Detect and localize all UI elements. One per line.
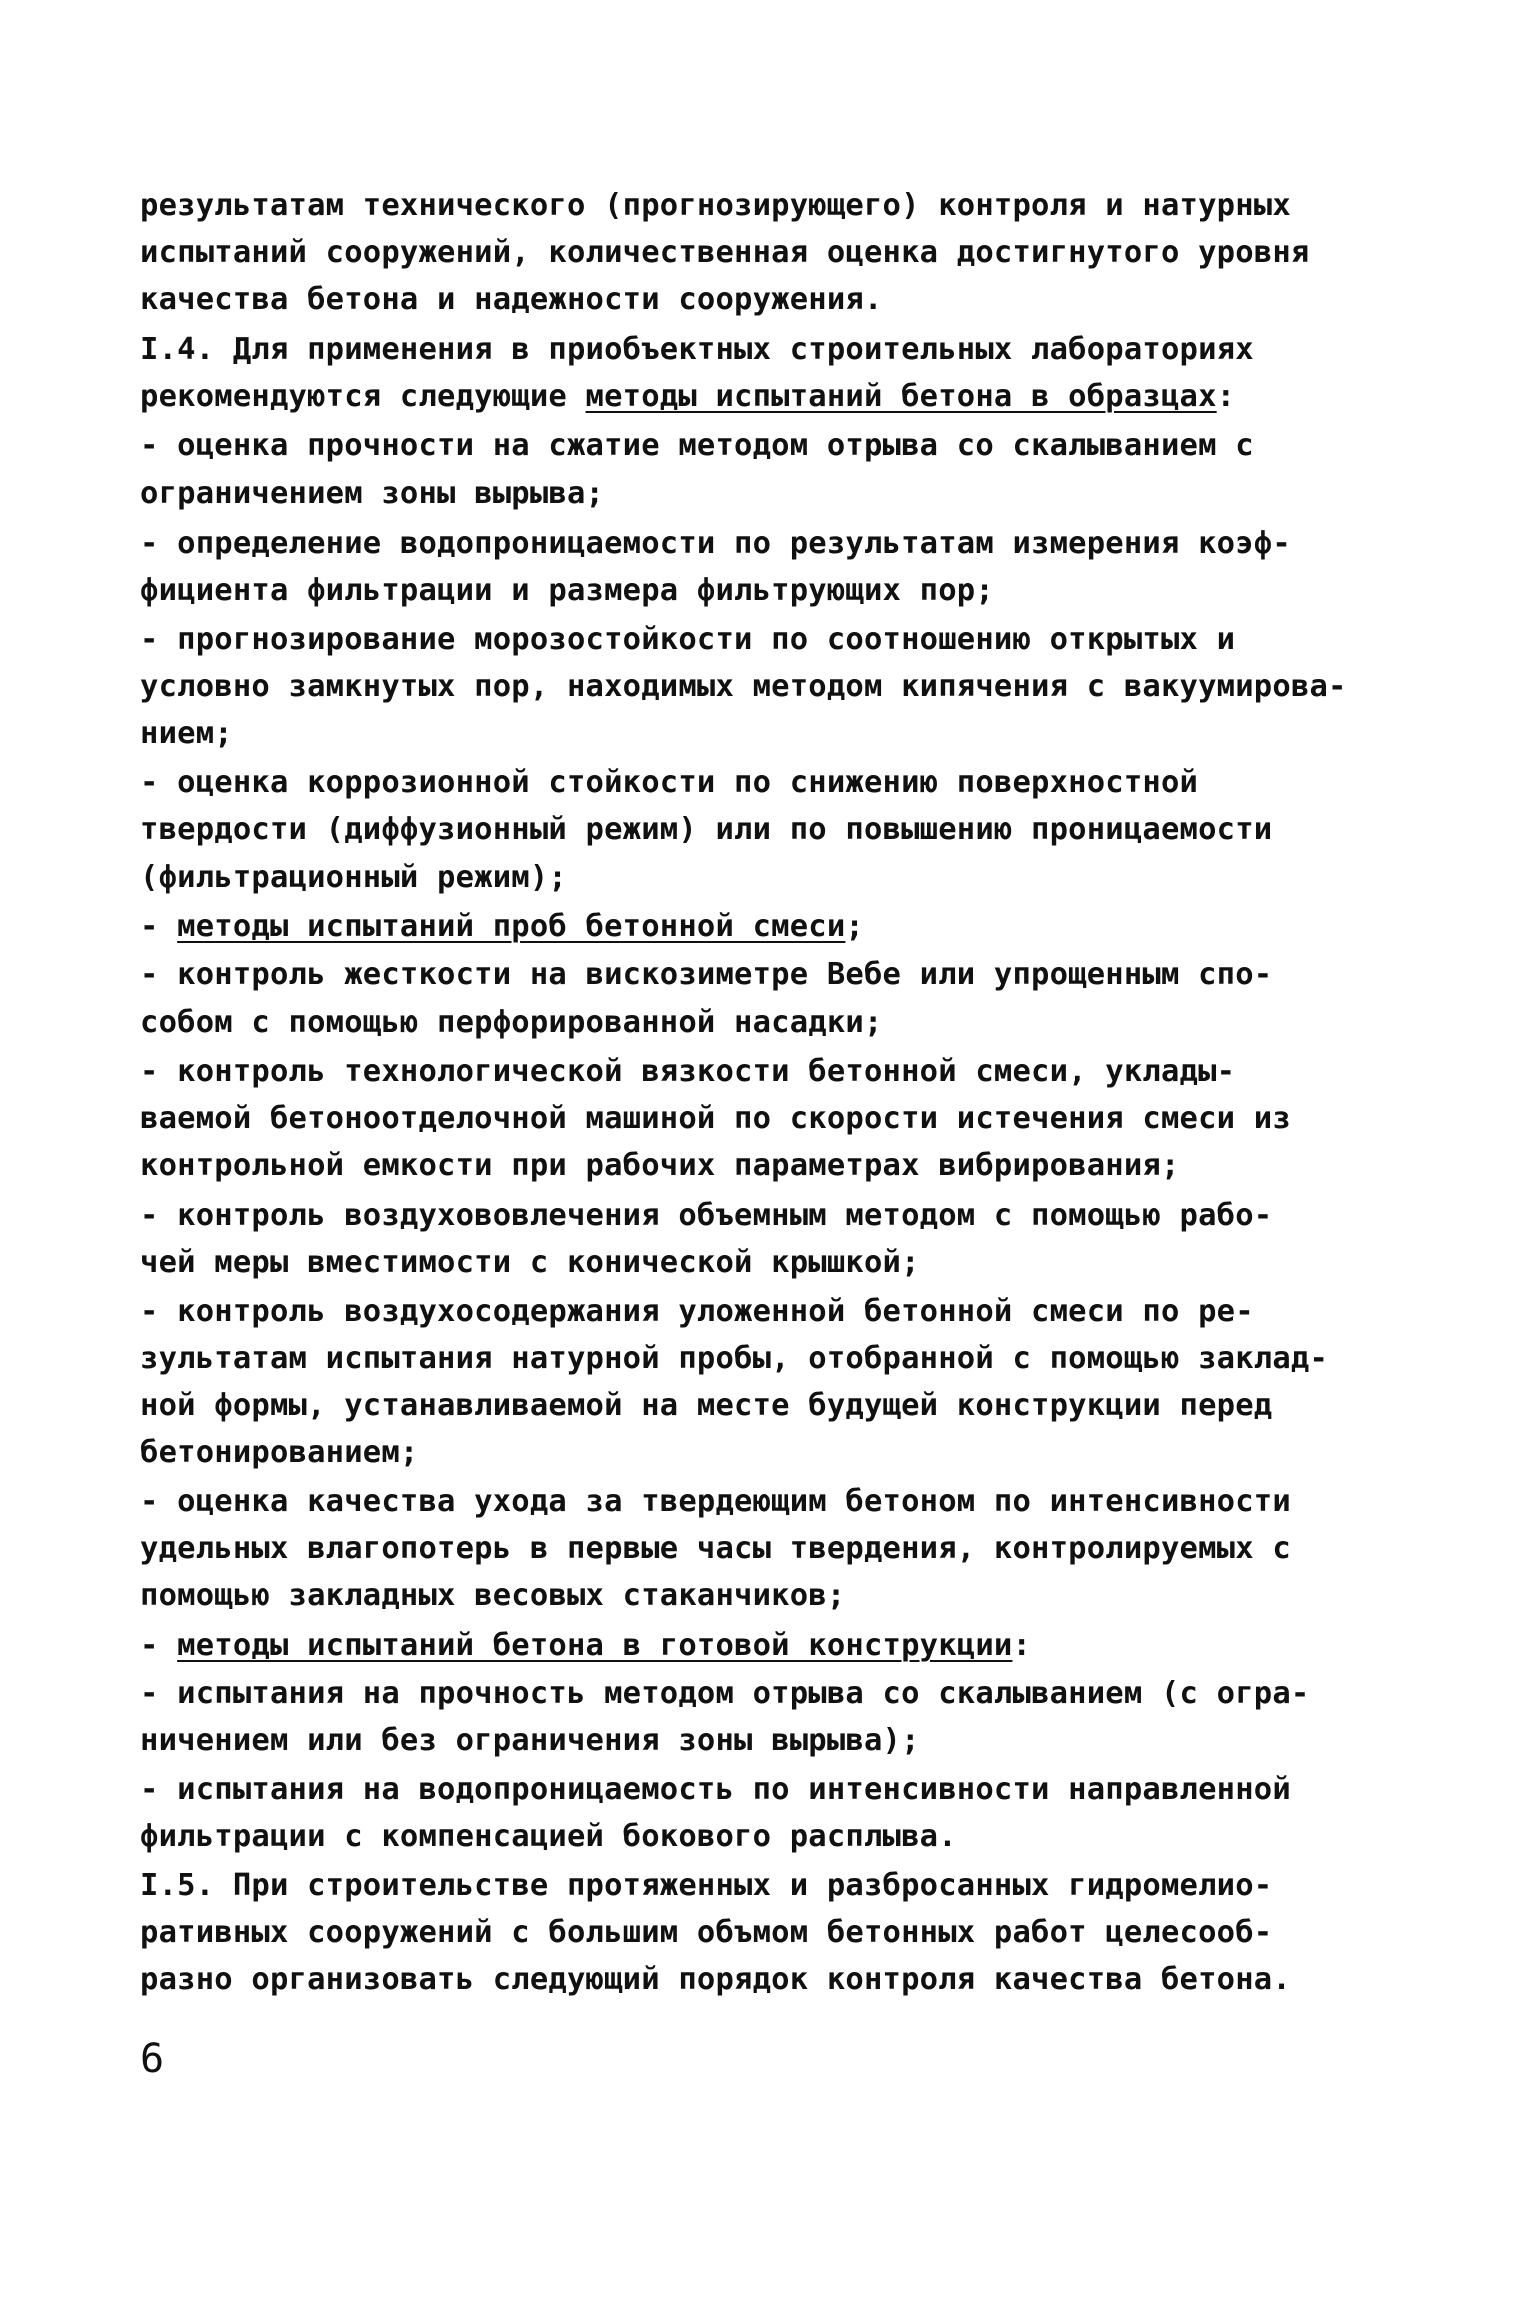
list-item: - контроль воздухосодержания уложенной бетонной смеси по ре- [140,1294,1254,1329]
paragraph-1-4-start: I.4. Для применения в приобъектных строительных лабораториях [140,332,1254,367]
list-item: - контроль технологической вязкости бетонной смеси, уклады- [140,1054,1236,1089]
list-item: - прогнозирование морозостойкости по соотношению открытых и [140,622,1236,657]
text-line: ративных сооружений с большим объмом бетонных работ целесооб- [140,1915,1273,1950]
page-number: 6 [140,2036,165,2082]
list-item: - контроль жесткости на вискозиметре Вебе или упрощенным спо- [140,957,1273,992]
text-line: твердости (диффузионный режим) или по повышению проницаемости [140,812,1273,847]
text-line: ной формы, устанавливаемой на месте будущей конструкции перед [140,1388,1273,1423]
text-segment: - [140,1628,178,1663]
text-line: бетонированием; [140,1435,419,1470]
list-item: - контроль воздухововлечения объемным методом с помощью рабо- [140,1198,1273,1233]
text-line: зультатам испытания натурной пробы, отобранной с помощью заклад- [140,1341,1329,1376]
text-line: чей меры вместимости с конической крышкой; [140,1245,920,1280]
text-line: (фильтрационный режим); [140,860,567,895]
text-line: условно замкнутых пор, находимых методом кипячения с вакуумирова- [140,669,1347,704]
list-item [140,907,864,947]
list-item: - оценка прочности на сжатие методом отрыва со скалыванием с [140,428,1254,463]
text-segment: - [140,909,178,944]
text-line: помощью закладных весовых стаканчиков; [140,1578,846,1613]
text-line: испытаний сооружений, количественная оценка достигнутого уровня [140,235,1310,270]
text-line: удельных влагопотерь в первые часы твердения, контролируемых с [140,1531,1291,1566]
punctuation: : [1216,379,1236,414]
list-item: - оценка качества ухода за твердеющим бетоном по интенсивности [140,1484,1291,1519]
text-line: ограничением зоны вырыва; [140,476,605,511]
text-segment: рекомендуются следующие [140,379,586,414]
list-item: - испытания на водопроницаемость по интенсивности направленной [140,1772,1291,1807]
text-line: ваемой бетоноотделочной машиной по скорости истечения смеси из [140,1101,1291,1136]
text-line: ничением или без ограничения зоны вырыва); [140,1723,920,1758]
text-line: разно организовать следующий порядок контроля качества бетона. [140,1962,1291,1997]
text-line: нием; [140,716,233,751]
text-line [140,377,1235,417]
punctuation: ; [845,909,864,944]
underlined-heading-samples: методы испытаний бетона в образцах [585,379,1217,414]
text-line: фициента фильтрации и размера фильтрующих пор; [140,573,994,608]
paragraph-1-5-start: I.5. При строительстве протяженных и разбросанных гидромелио- [140,1868,1273,1903]
list-item [140,1626,1031,1666]
list-item: - определение водопроницаемости по результатам измерения коэф- [140,526,1291,561]
text-line: результатам технического (прогнозирующего) контроля и натурных [140,188,1291,223]
underlined-heading-structure: методы испытаний бетона в готовой конструкции [177,1628,1013,1663]
list-item: - оценка коррозионной стойкости по снижению поверхностной [140,765,1199,800]
text-line: качества бетона и надежности сооружения. [140,282,883,317]
text-line: собом с помощью перфорированной насадки; [140,1005,883,1040]
list-item: - испытания на прочность методом отрыва со скалыванием (с огра- [140,1676,1310,1711]
punctuation: : [1012,1628,1032,1663]
underlined-heading-mix: методы испытаний проб бетонной смеси [177,909,846,944]
text-line: фильтрации с компенсацией бокового расплыва. [140,1819,957,1854]
text-line: контрольной емкости при рабочих параметрах вибрирования; [140,1148,1180,1183]
